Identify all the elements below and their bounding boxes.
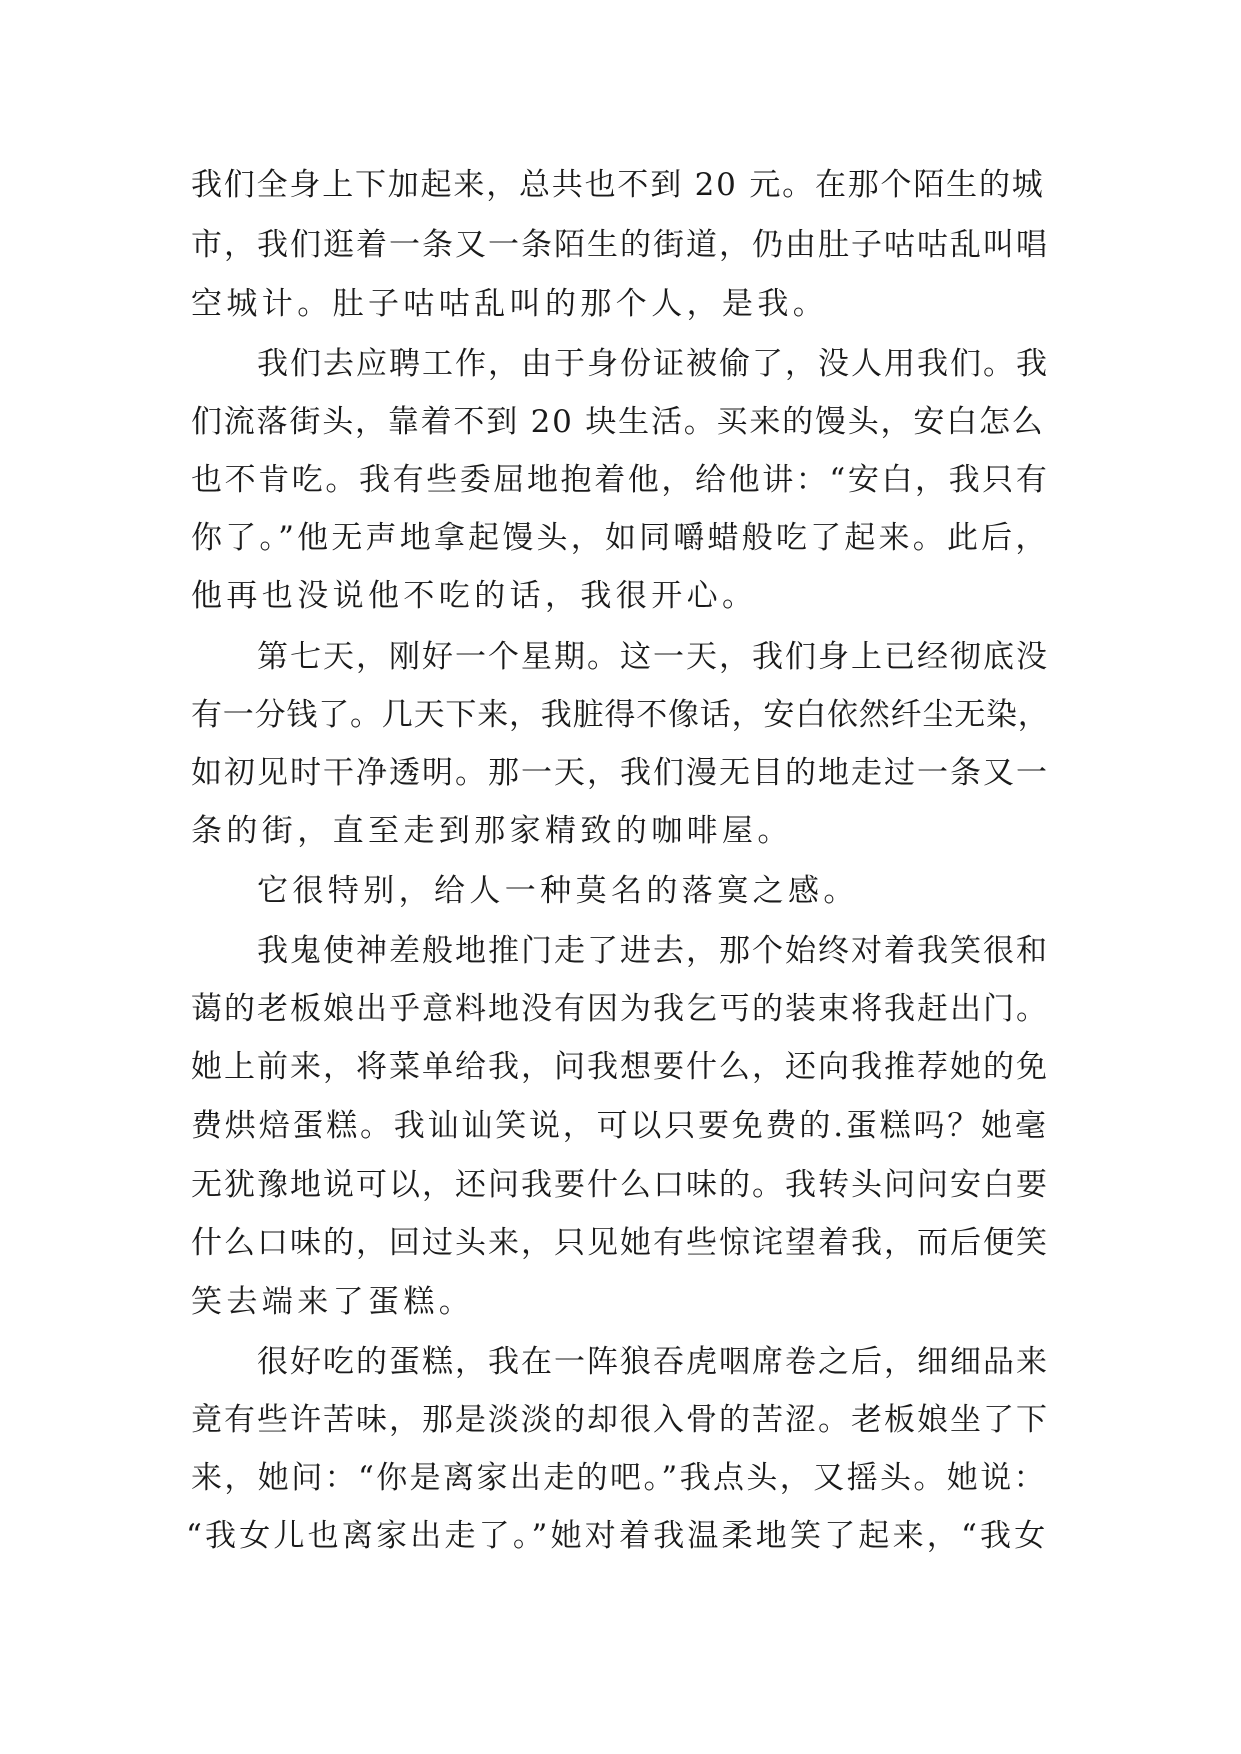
text-line: 有一分钱了。几天下来，我脏得不像话，安白依然纤尘无染， bbox=[191, 697, 1050, 733]
text-line: 她上前来，将菜单给我，问我想要什么，还向我推荐她的免 bbox=[191, 1049, 1049, 1085]
text-line: 竟有些许苦味，那是淡淡的却很入骨的苦涩。老板娘坐了下 bbox=[191, 1402, 1049, 1438]
text-line: 什么口味的，回过头来，只见她有些惊诧望着我，而后便笑 bbox=[191, 1225, 1049, 1261]
text-line: 来，她问：“你是离家出走的吧。”我点头，又摇头。她说： bbox=[191, 1460, 1047, 1496]
paragraph-first-line: 第七天，刚好一个星期。这一天，我们身上已经彻底没 bbox=[257, 639, 1049, 675]
text-line: 你了。”他无声地拿起馒头，如同嚼蜡般吃了起来。此后， bbox=[191, 520, 1050, 556]
text-line: 他再也没说他不吃的话，我很开心。 bbox=[191, 578, 758, 614]
text-line: 如初见时干净透明。那一天，我们漫无目的地走过一条又一 bbox=[191, 755, 1049, 791]
text-line: 蔼的老板娘出乎意料地没有因为我乞丐的装束将我赶出门。 bbox=[191, 991, 1049, 1027]
text-line: “我女儿也离家出走了。”她对着我温柔地笑了起来，“我女 bbox=[186, 1518, 1049, 1554]
text-line: 市，我们逛着一条又一条陌生的街道，仍由肚子咕咕乱叫唱 bbox=[191, 227, 1049, 263]
text-line: 无犹豫地说可以，还问我要什么口味的。我转头问问安白要 bbox=[191, 1167, 1049, 1203]
text-line: 笑去端来了蛋糕。 bbox=[191, 1284, 475, 1320]
paragraph-first-line: 我鬼使神差般地推门走了进去，那个始终对着我笑很和 bbox=[257, 933, 1049, 969]
text-line: 空城计。肚子咕咕乱叫的那个人，是我。 bbox=[191, 286, 829, 322]
text-line: 们流落街头，靠着不到 20 块生活。买来的馒头，安白怎么 bbox=[191, 404, 1045, 440]
text-line: 我们全身上下加起来，总共也不到 20 元。在那个陌生的城 bbox=[191, 167, 1045, 203]
text-line: 也不肯吃。我有些委屈地抱着他，给他讲：“安白，我只有 bbox=[191, 462, 1050, 498]
paragraph-first-line: 我们去应聘工作，由于身份证被偷了，没人用我们。我 bbox=[257, 346, 1049, 382]
paragraph-first-line: 它很特别，给人一种莫名的落寞之感。 bbox=[257, 873, 859, 909]
paragraph-first-line: 很好吃的蛋糕，我在一阵狼吞虎咽席卷之后，细细品来 bbox=[257, 1344, 1049, 1380]
text-line: 费烘焙蛋糕。我讪讪笑说，可以只要免费的.蛋糕吗？她毫 bbox=[191, 1108, 1049, 1144]
text-line: 条的街，直至走到那家精致的咖啡屋。 bbox=[191, 813, 793, 849]
